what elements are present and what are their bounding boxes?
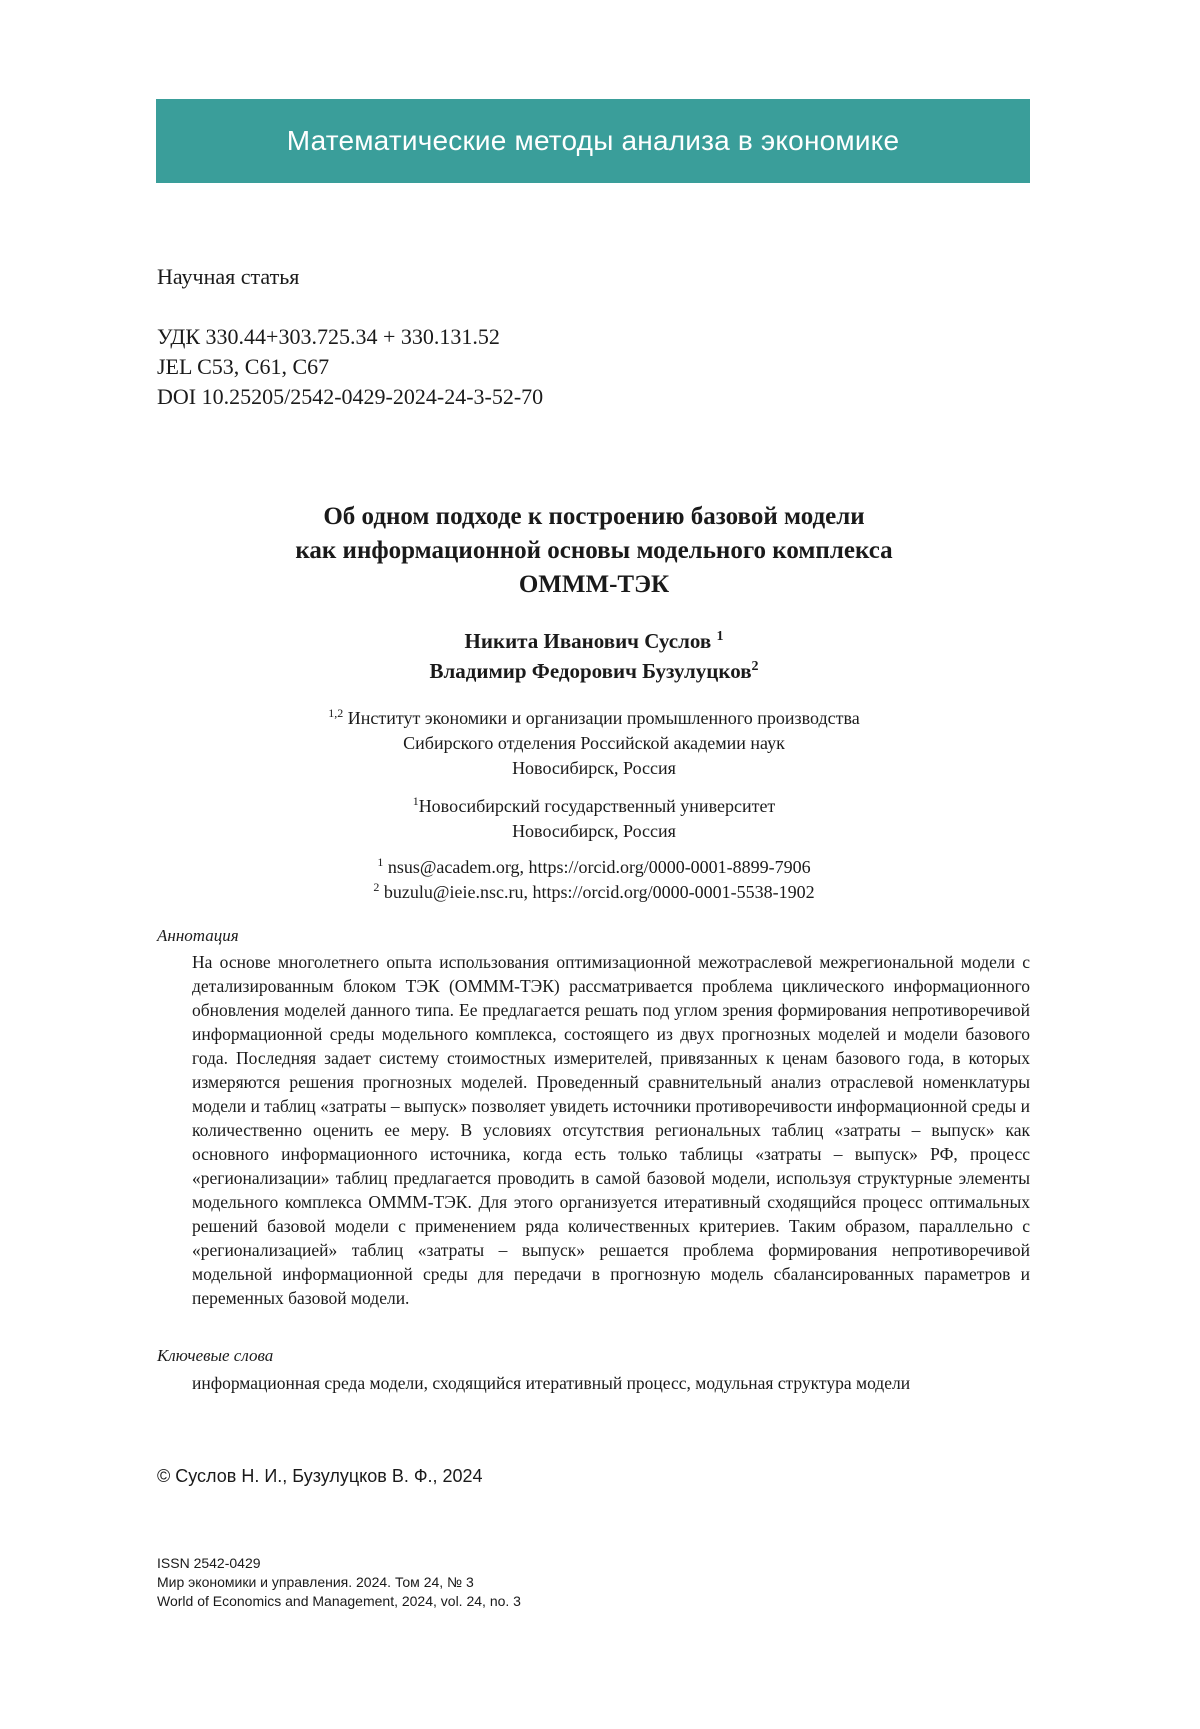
- title-line: ОМММ-ТЭК: [518, 571, 670, 598]
- contact-email-orcid[interactable]: nsus@academ.org, https://orcid.org/0000-0001-8899-7906: [387, 857, 811, 877]
- article-title: [156, 500, 1032, 602]
- affiliation-line: Институт экономики и организации промышленного производства: [347, 708, 860, 728]
- affiliation-line: Сибирского отделения Российской академии наук: [403, 733, 785, 753]
- keywords-text: информационная среда модели, сходящийся итеративный процесс, модульная структура модели: [192, 1373, 911, 1393]
- contact-mark: 1: [377, 855, 384, 869]
- udk-code: УДК 330.44+303.725.34 + 330.131.52: [157, 324, 500, 349]
- journal-section-title: Математические методы анализа в экономике: [286, 125, 900, 156]
- abstract-text: На основе многолетнего опыта использования оптимизационной межотраслевой межрегиональной модели с детализированным блоком ТЭК (ОМММ-ТЭК) рассматривается проблема циклического информационного обновления моделей данного типа. Ее предлагается решать под углом зрения формирования непротиворечивой информационной среды модельного комплекса, состоящего из двух прогнозных моделей и модели базового года. Последняя задает систему стоимостных измерителей, привязанных к ценам базового года, в которых измеряются решения прогнозных моделей. Проведенный сравнительный анализ отраслевой номенклатуры модели и таблиц «затраты – выпуск» позволяет увидеть источники противоречивости информационной среды и количественно оценить ее меру. В условиях отсутствия региональных таблиц «затраты – выпуск» как основного информационного источника, когда есть только таблицы «затраты – выпуск» РФ, процесс «регионализации» таблиц предлагается проводить в самой базовой модели, используя структурные элементы модельного комплекса ОМММ-ТЭК. Для этого организуется итеративный сходящийся процесс оптимальных решений базовой модели с применением ряда количественных критериев. Таким образом, параллельно с «регионализацией» таблиц «затраты – выпуск» решается проблема формирования непротиворечивой модельной информационной среды для передачи в прогнозную модель сбалансированных параметров и переменных базовой модели.: [192, 952, 1030, 1308]
- affiliation-mark: 1,2: [328, 706, 344, 720]
- journal-section-header: [156, 99, 1030, 183]
- abstract-label: Аннотация: [157, 926, 239, 945]
- author-affiliation-mark: 2: [751, 659, 759, 674]
- title-line: как информационной основы модельного комплекса: [295, 537, 893, 564]
- affiliation-iep: [156, 706, 1032, 781]
- article-type: Научная статья: [157, 264, 300, 289]
- keywords-label: Ключевые слова: [157, 1346, 274, 1365]
- doi[interactable]: DOI 10.25205/2542-0429-2024-24-3-52-70: [157, 384, 544, 409]
- copyright-notice: © Суслов Н. И., Бузулуцков В. Ф., 2024: [157, 1466, 483, 1486]
- affiliation-mark: 1: [412, 794, 419, 808]
- affiliation-line: Новосибирский государственный университет: [418, 796, 776, 816]
- article-identifiers: [157, 322, 543, 412]
- affiliation-nsu: [156, 794, 1032, 844]
- author-name: Владимир Федорович Бузулуцков$^2$: [429, 659, 759, 683]
- affiliation-line: Новосибирск, Россия: [512, 821, 676, 841]
- contact-mark: 2: [373, 880, 380, 894]
- contact-email-orcid[interactable]: buzulu@ieie.nsc.ru, https://orcid.org/0000-0001-5538-1902: [383, 882, 815, 902]
- affiliation-line: Новосибирск, Россия: [512, 758, 676, 778]
- jel-code: JEL C53, C61, C67: [157, 354, 330, 379]
- author-list: [156, 626, 1032, 686]
- author-name: Никита Иванович Суслов $^1$: [464, 629, 724, 653]
- journal-footer: [157, 1554, 521, 1611]
- title-line: Об одном подходе к построению базовой модели: [323, 503, 865, 530]
- issn: ISSN 2542-0429: [157, 1555, 261, 1571]
- author-affiliation-mark: 1: [716, 629, 724, 644]
- journal-citation-en: World of Economics and Management, 2024, vol. 24, no. 3: [157, 1593, 521, 1609]
- author-contacts: [156, 855, 1032, 905]
- journal-citation-ru: Мир экономики и управления. 2024. Том 24, № 3: [157, 1574, 474, 1590]
